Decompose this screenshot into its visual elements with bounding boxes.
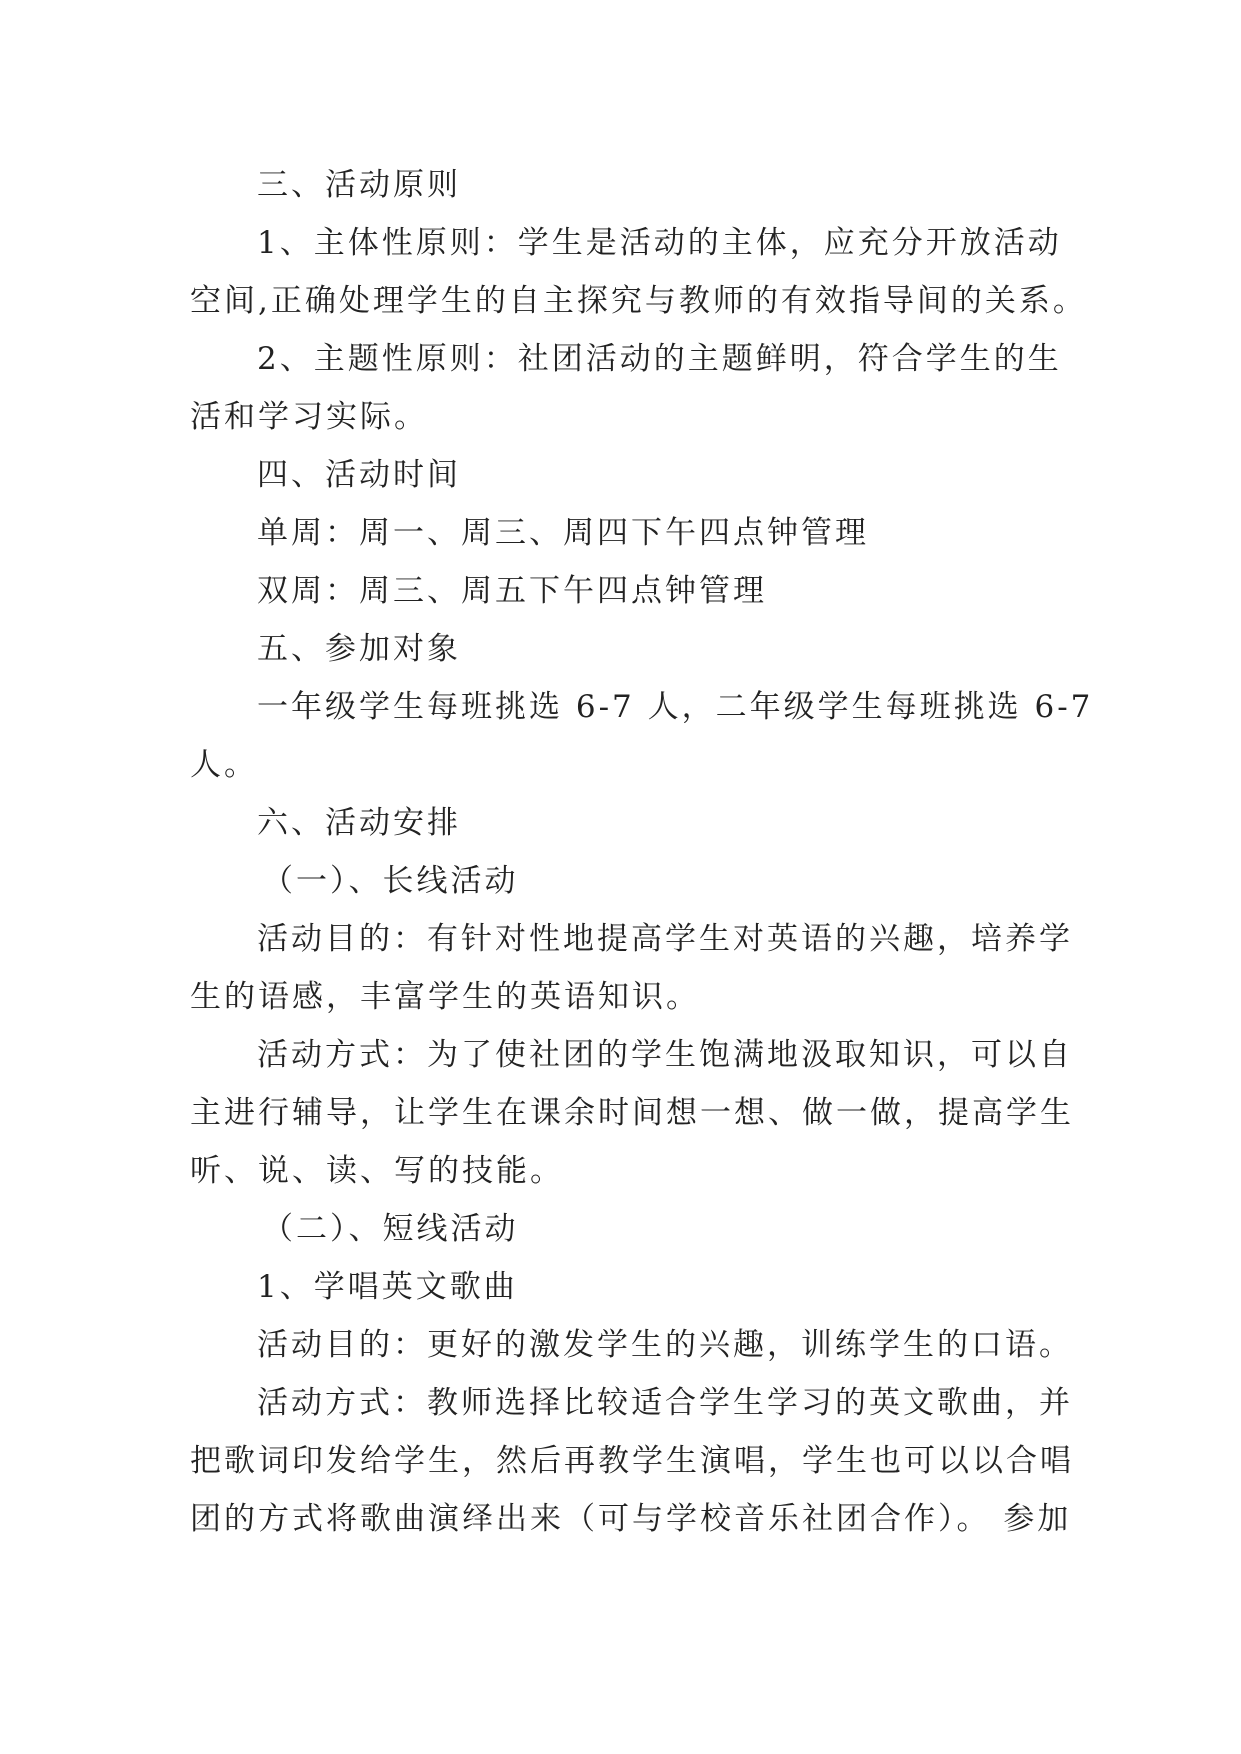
paragraph-line: 活动目的：更好的激发学生的兴趣，训练学生的口语。 [257, 1327, 1073, 1363]
paragraph-line: 活动方式：教师选择比较适合学生学习的英文歌曲，并 [257, 1385, 1073, 1421]
subsection-heading-short-term: （二）、短线活动 [262, 1211, 519, 1247]
paragraph-line: 空间,正确处理学生的自主探究与教师的有效指导间的关系。 [190, 283, 1087, 319]
paragraph-line: 听、说、读、写的技能。 [190, 1153, 564, 1189]
paragraph-line: 一年级学生每班挑选 6-7 人，二年级学生每班挑选 6-7 [257, 689, 1094, 725]
paragraph-line: 单周：周一、周三、周四下午四点钟管理 [257, 515, 869, 551]
paragraph-line: 把歌词印发给学生，然后再教学生演唱，学生也可以以合唱 [190, 1443, 1074, 1479]
section-heading-arrangement: 六、活动安排 [257, 805, 461, 841]
paragraph-line: 1、主体性原则：学生是活动的主体，应充分开放活动 [257, 225, 1062, 261]
paragraph-line: 团的方式将歌曲演绎出来（可与学校音乐社团合作）。 参加 [190, 1501, 1072, 1537]
section-heading-participants: 五、参加对象 [257, 631, 461, 667]
paragraph-line: 活和学习实际。 [190, 399, 428, 435]
section-heading-time: 四、活动时间 [257, 457, 461, 493]
paragraph-line: 生的语感，丰富学生的英语知识。 [190, 979, 700, 1015]
paragraph-line: 双周：周三、周五下午四点钟管理 [257, 573, 767, 609]
paragraph-line: 活动目的：有针对性地提高学生对英语的兴趣，培养学 [257, 921, 1073, 957]
paragraph-line: 主进行辅导，让学生在课余时间想一想、做一做，提高学生 [190, 1095, 1074, 1131]
subsection-heading-long-term: （一）、长线活动 [262, 863, 519, 899]
item-heading-english-songs: 1、学唱英文歌曲 [257, 1269, 518, 1305]
paragraph-line: 2、主题性原则：社团活动的主题鲜明，符合学生的生 [257, 341, 1062, 377]
paragraph-line: 活动方式：为了使社团的学生饱满地汲取知识，可以自 [257, 1037, 1073, 1073]
paragraph-line: 人。 [190, 747, 258, 783]
section-heading-principles: 三、活动原则 [257, 167, 461, 203]
